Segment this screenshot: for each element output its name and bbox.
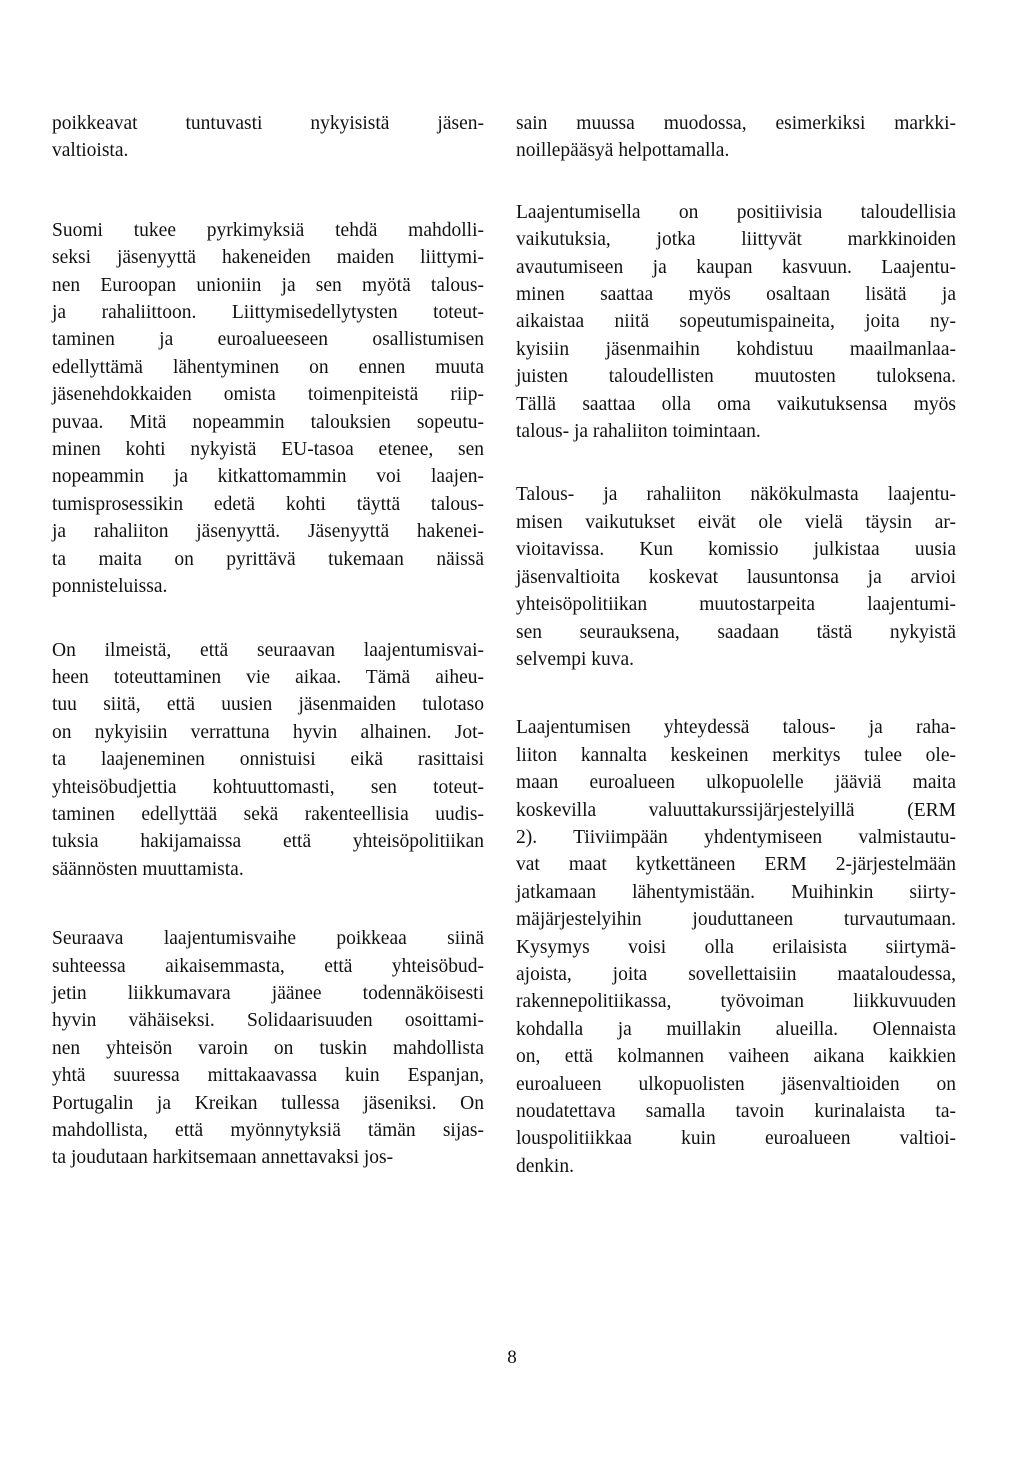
text-line: euroalueen ulkopuolisten jäsenvaltioiden on: [516, 1073, 956, 1095]
text-line: seksi jäsenyyttä hakeneiden maiden liittymi-: [52, 247, 484, 269]
text-line: noudatettava samalla tavoin kurinalaista ta-: [516, 1101, 956, 1122]
text-line: Laajentumisen yhteydessä talous- ja raha-: [516, 717, 956, 739]
text-line: Laajentumisella on positiivisia taloudellisia: [516, 201, 956, 223]
text-line: ja rahaliiton jäsenyyttä. Jäsenyyttä hakenei-: [52, 521, 484, 543]
text-line: vaikutuksia, jotka liittyvät markkinoiden: [516, 229, 956, 251]
paragraph: [516, 110, 956, 165]
text-line: denkin.: [516, 1155, 574, 1177]
text-line: edellyttämä lähentyminen on ennen muuta: [52, 356, 484, 378]
text-line: tuu siitä, että uusien jäsenmaiden tulotaso: [52, 694, 484, 716]
text-line: ta maita on pyrittävä tukemaan näissä: [52, 548, 484, 570]
text-line: ta laajeneminen onnistuisi eikä rasittaisi: [52, 749, 484, 771]
text-line: mahdollista, että myönnytyksiä tämän sijas-: [52, 1120, 484, 1141]
text-line: selvempi kuva.: [516, 648, 635, 670]
paragraph: [516, 199, 956, 446]
right-column: [516, 110, 956, 1180]
text-line: heen toteuttaminen vie aikaa. Tämä aiheu-: [52, 666, 484, 688]
text-line: aikaistaa niitä sopeutumispaineita, joita ny-: [516, 311, 956, 333]
text-line: ta joudutaan harkitsemaan annettavaksi jos-: [52, 1147, 394, 1169]
text-line: rakennepolitiikassa, työvoiman liikkuvuuden: [516, 991, 956, 1013]
text-line: kyisiin jäsenmaihin kohdistuu maailmanlaa-: [516, 338, 956, 360]
text-line: minen kohti nykyistä EU-tasoa etenee, sen: [52, 439, 484, 461]
text-line: jäsenehdokkaiden omista toimenpiteistä riip-: [52, 384, 484, 406]
text-line: mäjärjestelyihin jouduttaneen turvautumaan.: [516, 909, 956, 931]
text-line: minen saattaa myös osaltaan lisätä ja: [516, 284, 956, 306]
text-line: vioitavissa. Kun komissio julkistaa uusia: [516, 539, 956, 561]
text-line: taminen edellyttää sekä rakenteellisia uudis-: [52, 803, 484, 825]
text-line: on, että kolmannen vaiheen aikana kaikkien: [516, 1046, 956, 1068]
text-line: poikkeavat tuntuvasti nykyisistä jäsen-: [52, 113, 484, 134]
text-line: talous- ja rahaliiton toimintaan.: [516, 421, 761, 443]
text-line: hyvin vähäiseksi. Solidaarisuuden osoittami-: [52, 1010, 484, 1032]
text-line: Kysymys voisi olla erilaisista siirtymä-: [516, 936, 956, 958]
paragraph: [516, 481, 956, 673]
text-line: louspolitiikkaa kuin euroalueen valtioi-: [516, 1128, 956, 1150]
text-line: tuksia hakijamaissa että yhteisöpolitiikan: [52, 831, 484, 853]
text-line: yhteisöbudjettia kohtuuttomasti, sen toteut-: [52, 776, 484, 798]
paragraph: [52, 925, 484, 1172]
text-line: yhtä suuressa mittakaavassa kuin Espanjan,: [52, 1065, 484, 1087]
text-line: liiton kannalta keskeinen merkitys tulee ole-: [516, 744, 956, 766]
text-line: säännösten muuttamista.: [52, 858, 244, 880]
text-line: kohdalla ja muillakin alueilla. Olennaista: [516, 1018, 956, 1040]
text-line: juisten taloudellisten muutosten tuloksena.: [516, 366, 956, 388]
text-line: vat maat kytkettäneen ERM 2-järjestelmään: [516, 854, 956, 876]
text-line: ja rahaliittoon. Liittymisedellytysten toteut-: [52, 302, 484, 324]
text-line: sain muussa muodossa, esimerkiksi markki-: [516, 113, 956, 134]
text-line: nen Euroopan unioniin ja sen myötä talous-: [52, 274, 484, 296]
page-number: 8: [507, 1347, 517, 1368]
text-line: Tällä saattaa olla oma vaikutuksensa myös: [516, 393, 956, 415]
text-line: jäsenvaltioita koskevat lausuntonsa ja arvioi: [516, 566, 956, 588]
text-line: ponnisteluissa.: [52, 576, 168, 598]
text-line: misen vaikutukset eivät ole vielä täysin ar-: [516, 511, 956, 533]
text-line: nen yhteisön varoin on tuskin mahdollista: [52, 1037, 484, 1059]
text-line: taminen ja euroalueeseen osallistumisen: [52, 329, 484, 351]
paragraph: [52, 637, 484, 884]
text-line: suhteessa aikaisemmasta, että yhteisöbud-: [52, 955, 484, 977]
text-line: nopeammin ja kitkattomammin voi laajen-: [52, 466, 484, 488]
text-line: ajoista, joita sovellettaisiin maataloudessa,: [516, 963, 956, 985]
text-line: sen seurauksena, saadaan tästä nykyistä: [516, 621, 956, 643]
text-line: puvaa. Mitä nopeammin talouksien sopeutu-: [52, 411, 484, 433]
text-line: On ilmeistä, että seuraavan laajentumisvai-: [52, 639, 484, 661]
text-line: Suomi tukee pyrkimyksiä tehdä mahdolli-: [52, 219, 484, 241]
text-line: valtioista.: [52, 140, 129, 162]
text-line: Seuraava laajentumisvaihe poikkeaa siinä: [52, 928, 484, 950]
text-line: on nykyisiin verrattuna hyvin alhainen. Jot-: [52, 721, 484, 743]
paragraph: [52, 110, 484, 165]
paragraph: [52, 217, 484, 601]
paragraph: [516, 714, 956, 1180]
text-line: koskevilla valuuttakurssijärjestelyillä (ERM: [516, 799, 956, 821]
text-line: Talous- ja rahaliiton näkökulmasta laajentu-: [516, 484, 956, 506]
text-line: Portugalin ja Kreikan tullessa jäseniksi. On: [52, 1092, 484, 1114]
text-line: maan euroalueen ulkopuolelle jääviä maita: [516, 772, 956, 794]
text-line: yhteisöpolitiikan muutostarpeita laajentumi-: [516, 594, 956, 616]
text-line: jetin liikkumavara jäänee todennäköisesti: [52, 982, 484, 1004]
text-line: jatkamaan lähentymistään. Muihinkin siirty-: [516, 881, 956, 903]
text-line: 2). Tiiviimpään yhdentymiseen valmistautu-: [516, 826, 956, 848]
left-column: [52, 110, 484, 1172]
text-line: noillepääsyä helpottamalla.: [516, 140, 730, 162]
text-line: tumisprosessikin edetä kohti täyttä talous-: [52, 493, 484, 515]
text-line: avautumiseen ja kaupan kasvuun. Laajentu-: [516, 256, 956, 278]
